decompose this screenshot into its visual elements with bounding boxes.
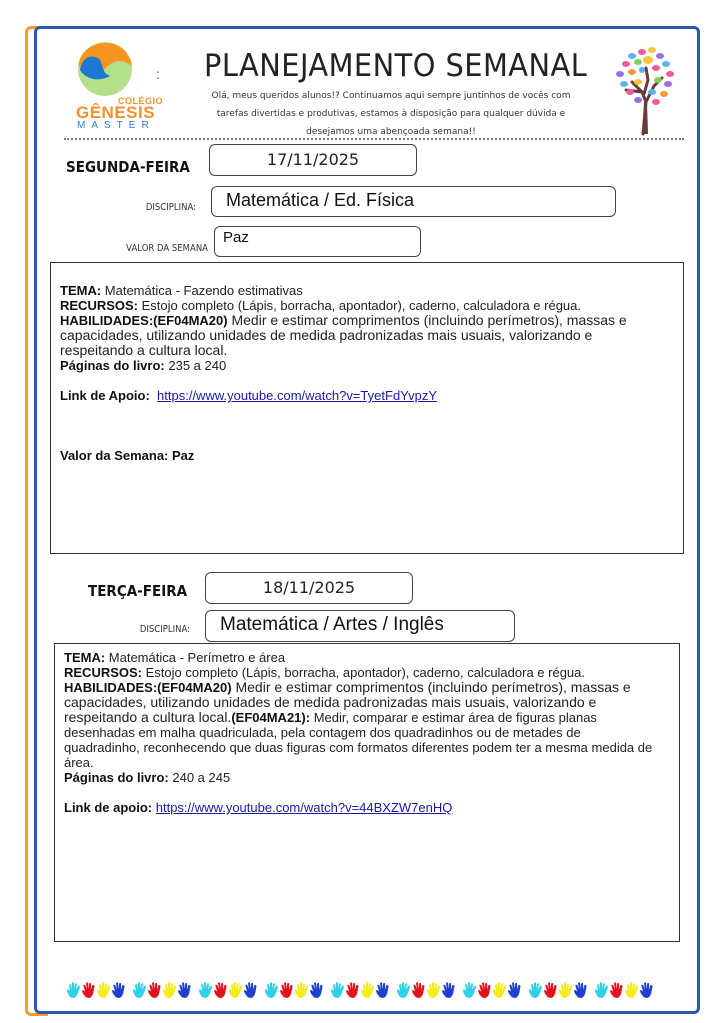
handprint-icon — [176, 981, 193, 999]
habilidades2-text: Medir, comparar e estimar área de figuras planas — [310, 710, 597, 725]
handprint-icon — [426, 982, 441, 998]
handprint-icon — [396, 982, 411, 998]
day-label: SEGUNDA-FEIRA — [66, 158, 190, 176]
greeting-line: Olá, meus queridos alunos!? Continuamos aqui sempre juntinhos de vocês com — [211, 91, 571, 101]
handprint-icon — [624, 982, 639, 998]
header-divider — [64, 138, 684, 140]
habilidades-label: HABILIDADES:(EF04MA20) — [64, 680, 232, 695]
logo-text-genesis: GÊNESIS — [76, 103, 156, 122]
greeting-line: desejamos uma abençoada semana!! — [306, 127, 476, 137]
colorful-tree-icon — [612, 42, 678, 136]
date-field — [205, 572, 413, 604]
recursos-line — [64, 665, 679, 680]
handprint-icon — [110, 981, 127, 999]
habilidades-line — [64, 710, 679, 725]
tema-label: TEMA: — [60, 283, 102, 298]
separator-colon: : — [156, 66, 160, 82]
paginas-line — [60, 358, 683, 373]
habilidades-line — [60, 313, 683, 328]
greeting-message — [186, 87, 596, 141]
recursos-line — [60, 298, 683, 313]
hand-group — [198, 982, 258, 998]
handprint-icon — [66, 982, 81, 998]
recursos-value: Estojo completo (Lápis, borracha, apontador), caderno, calculadora e régua. — [142, 665, 585, 680]
logo-text-colegio: COLÉGIO — [118, 96, 164, 106]
handprint-icon — [506, 981, 523, 999]
habilidades2-line: desenhadas em malha quadriculada, pela contagem dos quadradinhos ou de metades de — [64, 725, 581, 740]
tema-value: Matemática - Fazendo estimativas — [101, 283, 303, 298]
habilidades-line — [64, 680, 679, 695]
handprint-icon — [146, 981, 163, 999]
handprint-icon — [96, 982, 111, 998]
recursos-value: Estojo completo (Lápis, borracha, apontador), caderno, calculadora e régua. — [138, 298, 581, 313]
disciplina-label: DISCIPLINA: — [139, 624, 190, 635]
disciplina-value: Matemática / Ed. Física — [226, 190, 415, 210]
habilidades-line: respeitando a cultura local. — [60, 342, 228, 358]
handprint-icon — [80, 981, 97, 999]
disciplina-value: Matemática / Artes / Inglês — [220, 614, 444, 635]
disciplina-field — [205, 610, 515, 642]
hands-border-decoration — [66, 982, 654, 998]
valor-semana-field — [214, 226, 421, 257]
habilidades2-line: quadradinho, reconhecendo que duas figuras com formatos diferentes podem ter a mesma medida de — [64, 740, 653, 755]
paginas-line — [64, 770, 679, 785]
paginas-value: 235 a 240 — [164, 358, 227, 373]
handprint-icon — [608, 981, 625, 999]
habilidades2-label: (EF04MA21): — [231, 710, 311, 725]
handprint-icon — [558, 982, 573, 998]
hand-group — [330, 982, 390, 998]
hand-group — [66, 982, 126, 998]
habilidades-label: HABILIDADES:(EF04MA20) — [60, 313, 228, 328]
handprint-icon — [492, 982, 507, 998]
handprint-icon — [542, 981, 559, 999]
hand-group — [528, 982, 588, 998]
handprint-icon — [198, 982, 213, 998]
date-value: 17/11/2025 — [266, 150, 360, 169]
handprint-icon — [476, 981, 493, 999]
link-line — [60, 388, 683, 403]
handprint-icon — [462, 982, 477, 998]
recursos-label: RECURSOS: — [64, 665, 143, 680]
day-label: TERÇA-FEIRA — [88, 582, 188, 600]
habilidades-text: Medir e estimar comprimentos (incluindo perímetros), massas e — [231, 679, 631, 695]
tema-label: TEMA: — [64, 650, 106, 665]
handprint-icon — [440, 981, 457, 999]
disciplina-field — [211, 186, 616, 217]
date-field — [209, 144, 417, 176]
handprint-icon — [228, 982, 243, 998]
handprint-icon — [294, 982, 309, 998]
hand-group — [264, 982, 324, 998]
lesson-content-box — [54, 643, 680, 942]
hand-group — [132, 982, 192, 998]
link-label: Link de apoio: — [64, 800, 153, 815]
hand-group — [396, 982, 456, 998]
recursos-label: RECURSOS: — [60, 298, 139, 313]
valor-semana-value: Paz — [223, 229, 249, 246]
habilidades-text: respeitando a cultura local. — [64, 709, 232, 725]
handprint-icon — [330, 982, 345, 998]
handprint-icon — [264, 982, 279, 998]
handprint-icon — [374, 981, 391, 999]
paginas-label: Páginas do livro: — [64, 770, 169, 785]
hand-group — [462, 982, 522, 998]
tema-line — [64, 650, 679, 665]
tema-line — [60, 283, 683, 298]
support-link[interactable]: https://www.youtube.com/watch?v=44BXZW7enHQ — [155, 800, 453, 815]
handprint-icon — [344, 981, 361, 999]
handprint-icon — [360, 982, 375, 998]
habilidades-line: capacidades, utilizando unidades de medida padronizadas mais usuais, valorizando e — [60, 327, 593, 343]
page-title: PLANEJAMENTO SEMANAL — [204, 48, 588, 84]
link-label: Link de Apoio: — [60, 388, 150, 403]
paginas-value: 240 a 245 — [168, 770, 231, 785]
valor-semana-text: Valor da Semana: Paz — [60, 448, 195, 463]
logo-emblem-icon — [78, 42, 132, 96]
handprint-icon — [278, 981, 295, 999]
paginas-label: Páginas do livro: — [60, 358, 165, 373]
hand-group — [594, 982, 654, 998]
habilidades-line: capacidades, utilizando unidades de medida padronizadas mais usuais, valorizando e — [64, 694, 597, 710]
disciplina-label: DISCIPLINA: — [145, 202, 196, 213]
handprint-icon — [212, 981, 229, 999]
handprint-icon — [308, 981, 325, 999]
handprint-icon — [528, 982, 543, 998]
handprint-icon — [162, 982, 177, 998]
support-link[interactable]: https://www.youtube.com/watch?v=TyetFdYvpzY — [157, 388, 438, 403]
handprint-icon — [594, 982, 609, 998]
handprint-icon — [242, 981, 259, 999]
date-value: 18/11/2025 — [262, 578, 356, 597]
habilidades-text: Medir e estimar comprimentos (incluindo perímetros), massas e — [227, 312, 627, 328]
habilidades2-line: área. — [64, 755, 94, 770]
handprint-icon — [132, 982, 147, 998]
handprint-icon — [572, 981, 589, 999]
logo-text-master: MASTER — [77, 120, 155, 131]
handprint-icon — [410, 981, 427, 999]
tema-value: Matemática - Perímetro e área — [105, 650, 286, 665]
handprint-icon — [638, 981, 655, 999]
lesson-content-box — [50, 262, 684, 554]
valor-semana-line — [60, 448, 683, 463]
greeting-line: tarefas divertidas e produtivas, estamos à disposição para qualquer dúvida e — [216, 109, 566, 119]
valor-semana-label: VALOR DA SEMANA — [126, 243, 208, 254]
link-line — [64, 800, 679, 815]
